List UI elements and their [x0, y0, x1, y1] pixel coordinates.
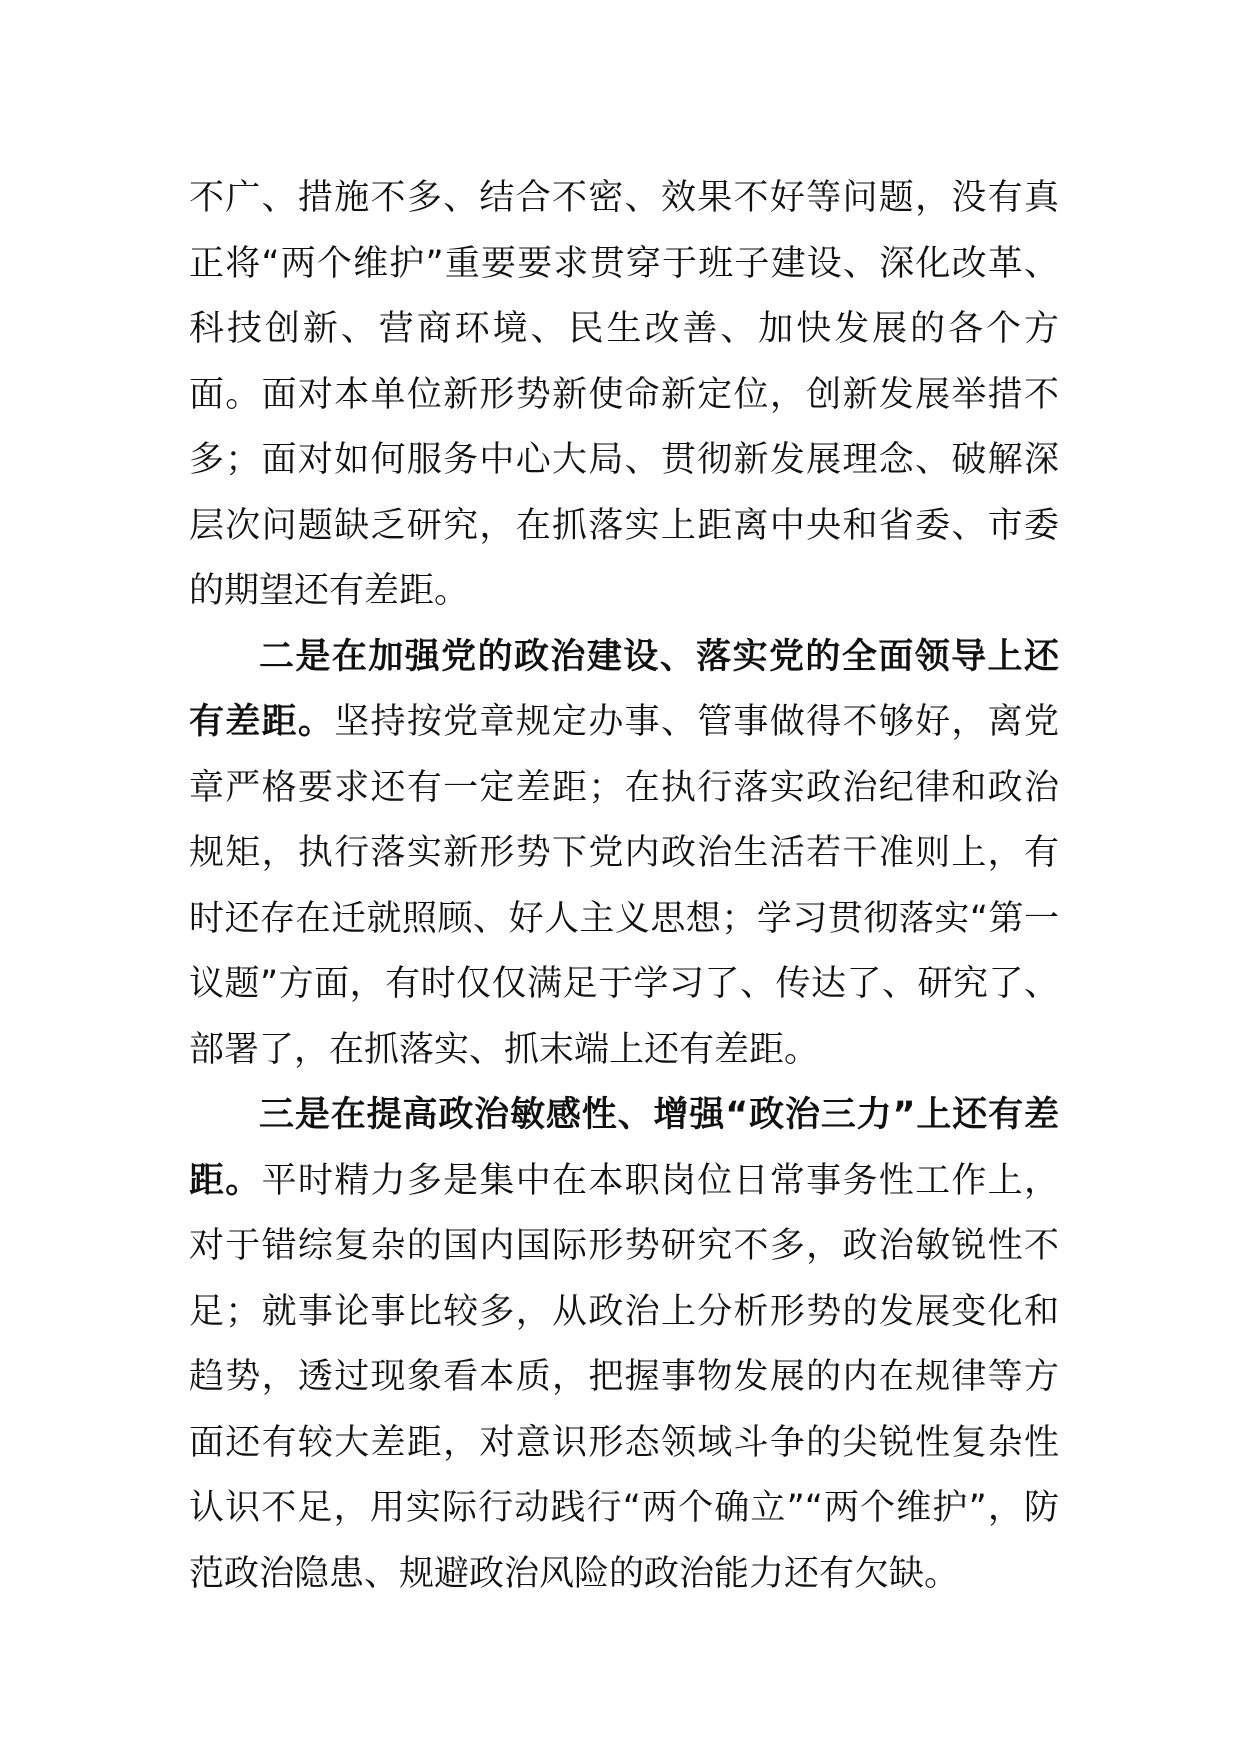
paragraph-heading: 二是在加强党的政治建设、落实党的全面领导上还有差距。 [189, 636, 1059, 742]
document-page [189, 166, 1059, 1607]
paragraph-body: 坚持按党章规定办事、管事做得不够好，离党章严格要求还有一定差距；在执行落实政治纪律和政治规矩，执行落实新形势下党内政治生活若干准则上，有时还存在迁就照顾、好人主义思想；学习贯彻落实“第一议题”方面，有时仅仅满足于学习了、传达了、研究了、部署了，在抓落实、抓末端上还有差距。 [189, 702, 1059, 1070]
paragraph-second-point [189, 625, 1059, 1084]
paragraph-body: 不广、措施不多、结合不密、效果不好等问题，没有真正将“两个维护”重要要求贯穿于班子建设、深化改革、科技创新、营商环境、民生改善、加快发展的各个方面。面对本单位新形势新使命新定位，创新发展举措不多；面对如何服务中心大局、贯彻新发展理念、破解深层次问题缺乏研究，在抓落实上距离中央和省委、市委的期望还有差距。 [189, 178, 1059, 611]
paragraph-heading: 三是在提高政治敏感性、增强“政治三力”上还有差距。 [189, 1095, 1059, 1201]
paragraph-third-point [189, 1083, 1059, 1607]
paragraph-body: 平时精力多是集中在本职岗位日常事务性工作上，对于错综复杂的国内国际形势研究不多，政治敏锐性不足；就事论事比较多，从政治上分析形势的发展变化和趋势，透过现象看本质，把握事物发展的内在规律等方面还有较大差距，对意识形态领域斗争的尖锐性复杂性认识不足，用实际行动践行“两个确立”“两个维护”，防范政治隐患、规避政治风险的政治能力还有欠缺。 [189, 1160, 1059, 1594]
paragraph-continuation [189, 166, 1059, 625]
